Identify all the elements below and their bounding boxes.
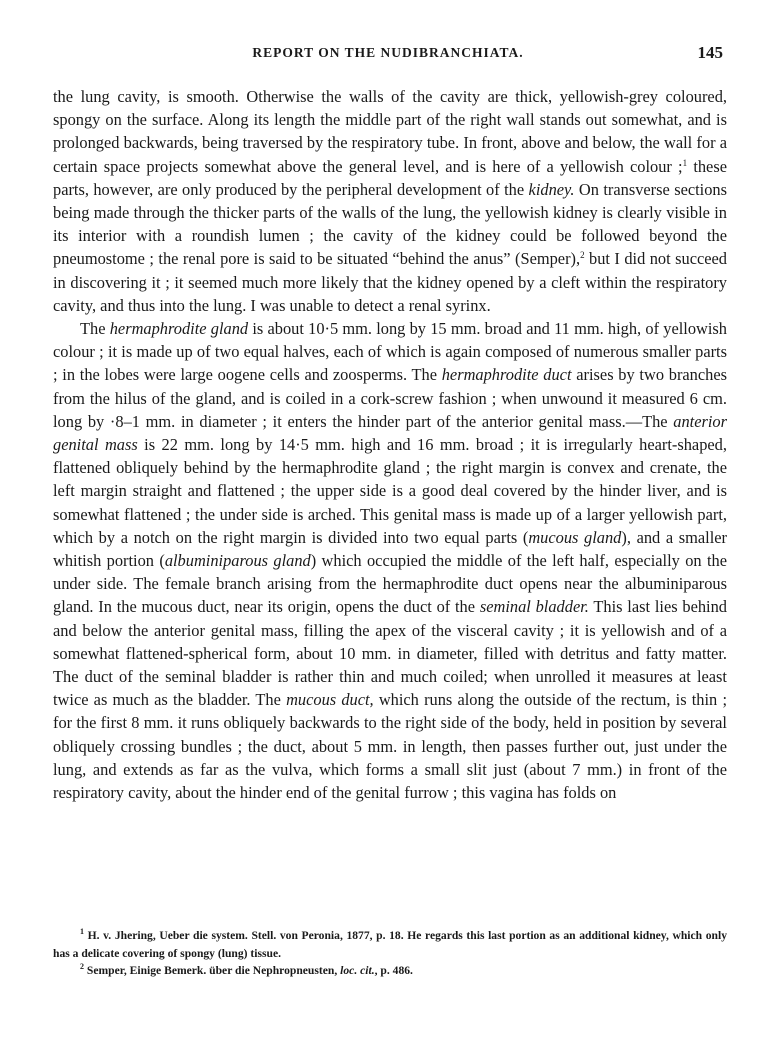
text-run: arises by two branches from the hilus of the gland, and is coiled in a cork-screw fashion ; when unwound it measured 6 cm. long by ·8–1 mm. in diameter ; it enters the hinder part of the anterior genital mass.—The bbox=[53, 365, 727, 431]
italic-term: albuminiparous gland bbox=[164, 551, 311, 571]
footnote-mark: 1 bbox=[80, 927, 84, 936]
text-run: ), and a smaller whitish portion ( bbox=[53, 527, 727, 571]
footnote-mark: 2 bbox=[80, 962, 84, 971]
italic-term: hermaphrodite gland bbox=[109, 319, 249, 339]
text-run: ) which occupied the middle of the left half, especially on the under side. The female branch arising from the hermaphrodite duct opens near the albuminiparous gland. In the mucous duct, near its origin, opens the duct of the bbox=[53, 551, 727, 617]
text-run: but I did not succeed in discovering it ; it seemed much more likely that the kidney opened by a cleft within the respiratory cavity, and thus into the lung. I was unable to detect a renal syrinx. bbox=[53, 249, 727, 315]
italic-term: mucous gland bbox=[528, 527, 622, 547]
text-run: On transverse sections being made through the thicker parts of the walls of the lung, the yellowish kidney is clearly visible in its interior with a roundish lumen ; the cavity of the kidney could be followed beyond the pneumostome ; the renal pore is said to be situated “behind the anus” (Semper), bbox=[53, 179, 727, 269]
paragraph-1 bbox=[53, 85, 727, 317]
body-text bbox=[53, 85, 727, 804]
italic-term: mucous duct, bbox=[286, 690, 374, 710]
footnote-1 bbox=[53, 927, 727, 962]
footnote-reference: 1 bbox=[682, 157, 688, 168]
footnote-italic: loc. cit. bbox=[340, 964, 375, 977]
footnote-2 bbox=[53, 962, 727, 980]
text-run: which runs along the outside of the rectum, is thin ; for the first 8 mm. it runs obliquely backwards to the right side of the body, held in position by several obliquely crossing bundles ; the duct, about 5 mm. in length, then passes further out, just under the lung, and extends as far as the vulva, which forms a small slit just (about 7 mm.) in front of the respiratory cavity, about the hinder end of the genital furrow ; this vagina has folds on bbox=[53, 690, 727, 803]
text-run: the lung cavity, is smooth. Otherwise the walls of the cavity are thick, yellowish-grey coloured, spongy on the surface. Along its length the middle part of the right wall stands out somewhat, and is prolonged backwards, being traversed by the respiratory tube. In front, above and below, the wall for a certain space projects somewhat above the general level, and is here of a yellowish colour ; bbox=[53, 87, 727, 176]
paragraph-2 bbox=[53, 317, 727, 804]
footnote-text-tail: , p. 486. bbox=[374, 964, 413, 977]
italic-term: kidney. bbox=[528, 179, 575, 199]
text-run: This last lies behind and below the anterior genital mass, filling the apex of the visceral cavity ; it is yellowish and of a somewhat flattened-spherical form, about 10 mm. in diameter, filled with detritus and fatty matter. The duct of the seminal bladder is rather thin and much coiled; when unrolled it measures at least twice as much as the bladder. The bbox=[53, 597, 727, 710]
footnote-reference: 2 bbox=[580, 250, 585, 261]
text-run: is about 10·5 mm. long by 15 mm. broad and 11 mm. high, of yellowish colour ; it is made up of two equal halves, each of which is again composed of numerous smaller parts ; in the lobes were large oogene cells and zoosperms. The bbox=[53, 319, 728, 385]
footnote-text: Semper, Einige Bemerk. über die Nephropneusten, bbox=[84, 964, 341, 977]
italic-term: seminal bladder. bbox=[479, 597, 589, 617]
italic-term: hermaphrodite duct bbox=[441, 365, 572, 385]
text-run: is 22 mm. long by 14·5 mm. high and 16 mm. broad ; it is irregularly heart-shaped, flattened obliquely behind by the hermaphrodite gland ; the right margin is convex and crenate, the left margin straight and flattened ; the upper side is a good deal covered by the hinder liver, and is somewhat flattened ; the under side is arched. This genital mass is made up of a larger yellowish part, which by a notch on the right margin is divided into two equal parts ( bbox=[53, 435, 727, 547]
footnote-text: H. v. Jhering, Ueber die system. Stell. von Peronia, 1877, p. 18. He regards this last portion as an additional kidney, which only has a delicate covering of spongy (lung) tissue. bbox=[53, 929, 727, 960]
text-run: The bbox=[80, 319, 110, 339]
text-run: these parts, however, are only produced by the peripheral development of the bbox=[53, 156, 727, 199]
page-number: 145 bbox=[697, 43, 723, 62]
running-title: REPORT ON THE NUDIBRANCHIATA. bbox=[252, 45, 524, 60]
footnotes bbox=[53, 927, 727, 980]
running-head bbox=[53, 45, 723, 67]
italic-term: anterior genital mass bbox=[53, 411, 727, 455]
